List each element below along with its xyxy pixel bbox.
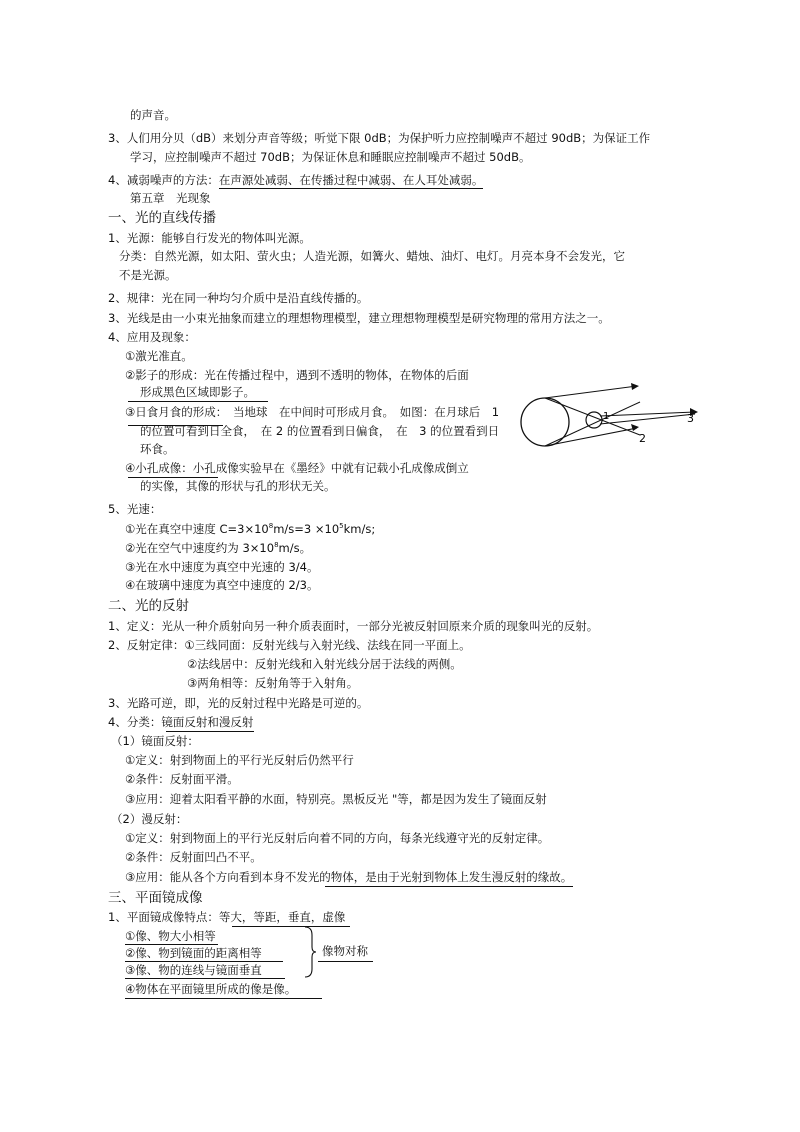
section-heading: 一、光的直线传播	[108, 210, 216, 226]
underline-rule	[125, 978, 285, 979]
underline-rule	[125, 944, 218, 945]
text-line: 4、分类：镜面反射和漫反射	[108, 715, 254, 729]
speed-text: m/s。	[278, 541, 312, 555]
text-line: ①定义：射到物面上的平行光反射后仍然平行	[125, 753, 354, 767]
text-line: ②法线居中：反射光线和入射光线分居于法线的两侧。	[187, 657, 462, 671]
chapter-title: 第五章 光现象	[130, 191, 211, 205]
ray-line	[545, 386, 637, 398]
text-line: ③应用：迎着太阳看平静的水面，特别亮。黑板反光 "等，都是因为发生了镜面反射	[125, 792, 547, 806]
text-line: 2、反射定律：①三线同面：反射光线与入射光线、法线在同一平面上。	[108, 638, 471, 652]
position-label-2: 2	[639, 432, 646, 445]
text-line: 3、光路可逆，即，光的反射过程中光路是可逆的。	[108, 696, 369, 710]
text-line: 3、光线是由一小束光抽象而建立的理想物理模型，建立理想物理模型是研究物理的常用方法之一。	[108, 311, 610, 325]
speed-text: ①光在真空中速度 C=3×10	[125, 522, 269, 536]
underline-rule	[325, 886, 573, 887]
speed-line	[125, 541, 311, 556]
text-line: ①定义：射到物面上的平行光反射后向着不同的方向，每条光线遵守光的反射定律。	[125, 831, 550, 845]
underline-rule	[318, 961, 373, 962]
list-item: ②像、物到镜面的距离相等	[125, 946, 262, 960]
text-line: ③两角相等：反射角等于入射角。	[187, 676, 359, 690]
text-line: 的实像，其像的形状与孔的形状无关。	[140, 479, 336, 493]
text-line: 2、规律：光在同一种均匀介质中是沿直线传播的。	[108, 291, 369, 305]
list-item: ④物体在平面镜里所成的像是像。	[125, 982, 297, 996]
ray-line	[545, 398, 640, 435]
underline-rule	[166, 731, 254, 732]
speed-text: ②光在空气中速度约为 3×10	[125, 541, 275, 555]
text-line: 的声音。	[130, 108, 176, 122]
text-line: ①激光准直。	[125, 349, 193, 363]
text-line: 学习，应控制噪声不超过 70dB；为保证休息和睡眠应控制噪声不超过 50dB。	[130, 150, 531, 164]
text-line: 1、平面镜成像特点：等大，等距，垂直，虚像	[108, 910, 346, 924]
text-line: 环食。	[140, 442, 175, 456]
text-line: 的位置可看到日全食， 在 2 的位置看到日偏食， 在 3 的位置看到日	[140, 424, 500, 438]
text-line-label: 4、减弱噪声的方法：	[108, 173, 219, 187]
text-line: 1、光源：能够自行发光的物体叫光源。	[108, 231, 311, 245]
text-line: ④在玻璃中速度为真空中速度的 2/3。	[125, 578, 319, 592]
text-line	[108, 173, 483, 188]
section-heading: 二、光的反射	[108, 598, 189, 614]
text-line: ③应用：能从各个方向看到本身不发光的物体，是由于光射到物体上发生漫反射的缘故。	[125, 870, 573, 884]
text-line: ②影子的形成：光在传播过程中，遇到不透明的物体，在物体的后面	[125, 368, 469, 382]
ray-line	[545, 428, 637, 446]
text-line: ③光在水中速度为真空中光速的 3/4。	[125, 560, 319, 574]
text-line: 5、光速：	[108, 502, 162, 516]
eclipse-diagram	[515, 380, 725, 470]
text-line: ③日食月食的形成： 当地球 在中间时可形成月食。 如图：在月球后 1	[125, 405, 500, 419]
text-line: （1）镜面反射：	[111, 734, 199, 748]
text-line: （2）漫反射：	[111, 812, 188, 826]
section-heading: 三、平面镜成像	[108, 890, 203, 906]
list-item: ①像、物大小相等	[125, 929, 216, 943]
exponent: 5	[339, 522, 344, 530]
underline-rule	[125, 998, 322, 999]
speed-text: km/s;	[343, 522, 376, 536]
curly-brace	[303, 925, 317, 979]
text-line: ④小孔成像：小孔成像实验早在《墨经》中就有记载小孔成像成倒立	[125, 461, 469, 475]
speed-line	[125, 522, 375, 537]
text-line: 形成黑色区域即影子。	[140, 385, 255, 399]
position-label-3: 3	[687, 412, 694, 425]
ray-line	[545, 402, 640, 446]
text-line: ②条件：反射面平滑。	[125, 772, 239, 786]
text-line: ②条件：反射面凹凸不平。	[125, 850, 262, 864]
underlined-text: 在声源处减弱、在传播过程中减弱、在人耳处减弱。	[218, 173, 484, 187]
text-line: 4、应用及现象：	[108, 330, 196, 344]
position-label-1: 1	[603, 411, 610, 422]
text-line: 3、人们用分贝（dB）来划分声音等级；听觉下限 0dB；为保护听力应控制噪声不超过 90dB；为保证工作	[108, 131, 651, 145]
arrow-head	[631, 383, 639, 390]
text-line: 1、定义：光从一种介质射向另一种介质表面时，一部分光被反射回原来介质的现象叫光的反射。	[108, 619, 599, 633]
brace-label: 像物对称	[322, 944, 368, 958]
text-line: 不是光源。	[119, 268, 177, 282]
speed-text: m/s=3 ×10	[273, 522, 340, 536]
text-line: 分类：自然光源，如太阳、萤火虫；人造光源，如篝火、蜡烛、油灯、电灯。月亮本身不会发光，它	[119, 249, 625, 263]
underline-rule	[128, 477, 218, 478]
arrow-head	[631, 424, 639, 431]
underline-rule	[125, 961, 283, 962]
underline-rule	[128, 425, 223, 426]
exponent: 8	[274, 541, 279, 549]
exponent: 8	[268, 522, 274, 530]
sun-circle	[521, 398, 569, 446]
underline-rule	[232, 926, 350, 927]
underline-rule	[128, 401, 268, 402]
list-item: ③像、物的连线与镜面垂直	[125, 963, 262, 977]
